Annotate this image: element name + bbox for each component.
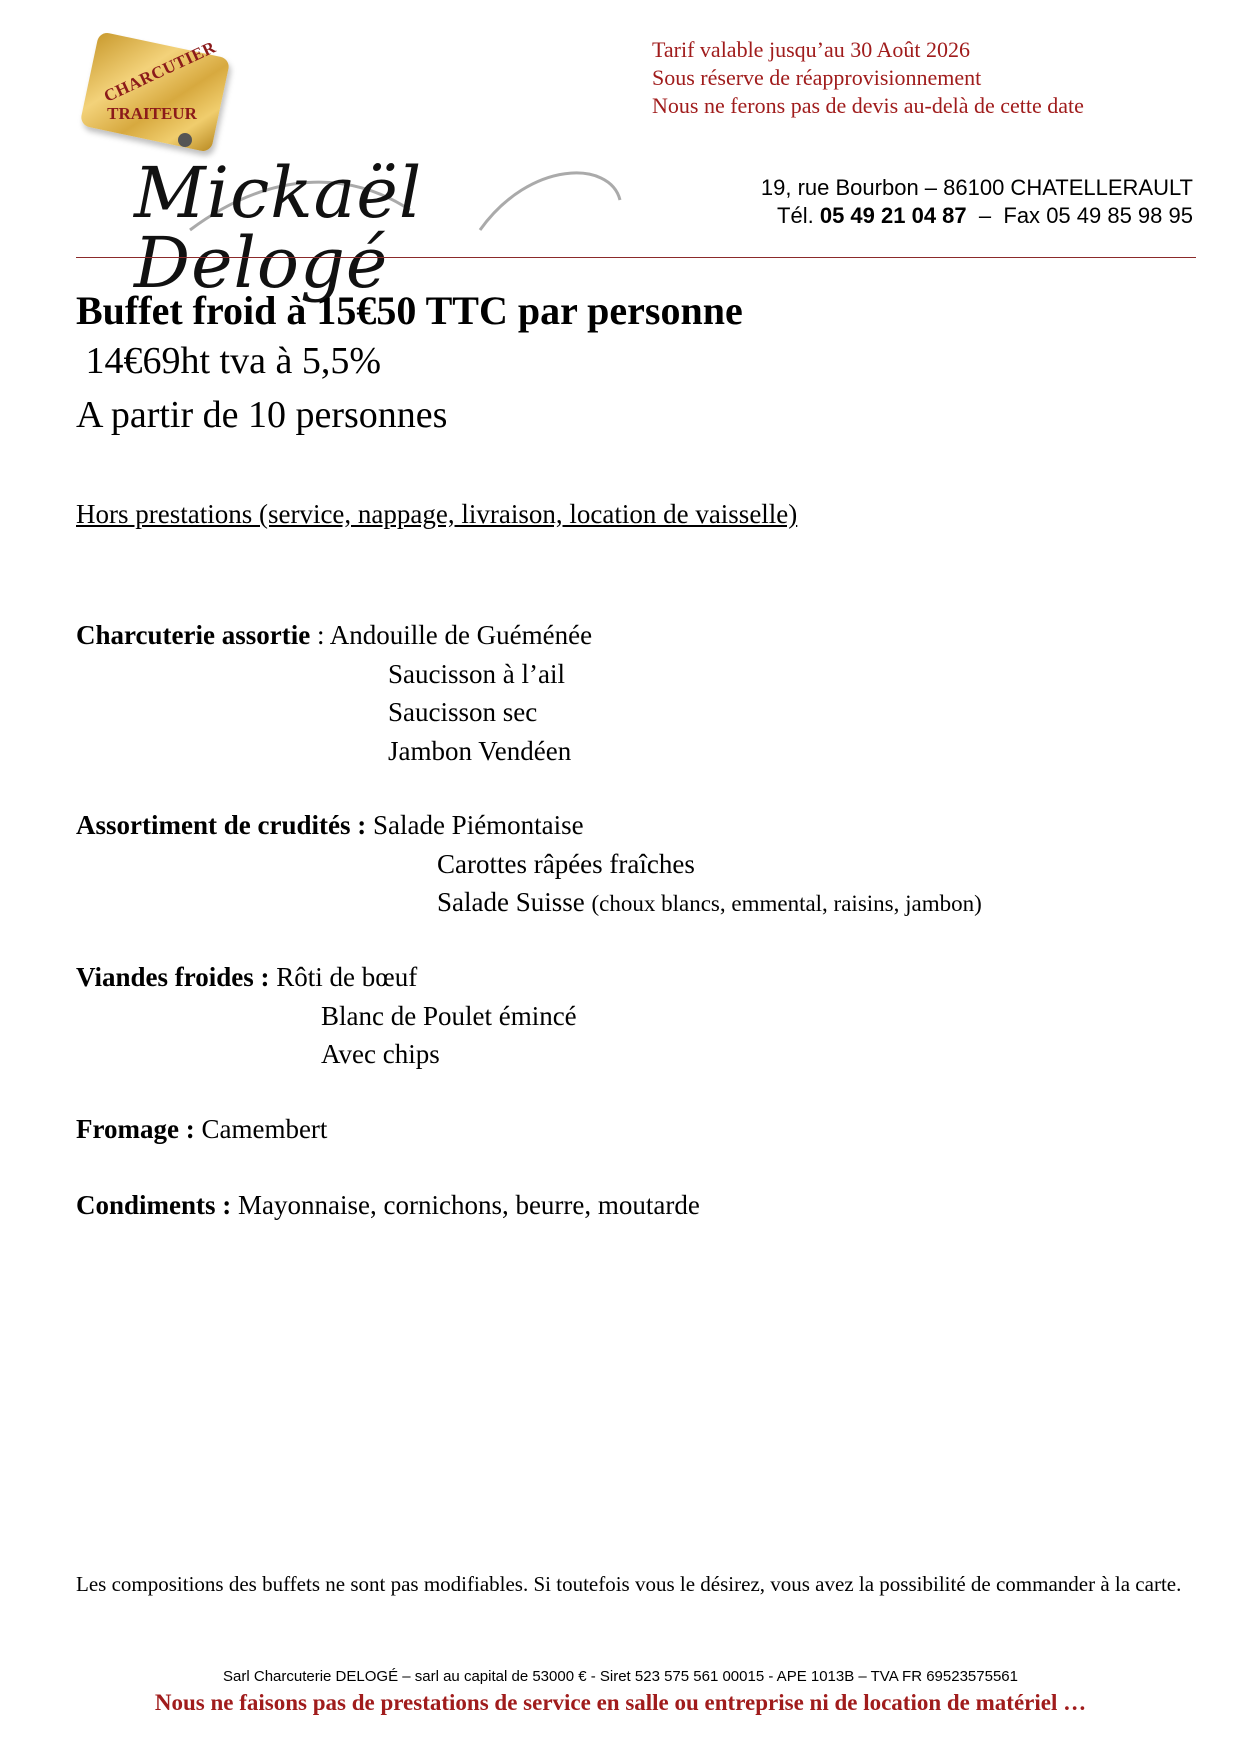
fax-number: 05 49 85 98 95: [1046, 203, 1193, 228]
offer-title: Buffet froid à 15€50 TTC par personne: [76, 288, 743, 333]
section-label: Viandes froides :: [76, 962, 270, 992]
menu-item: Andouille de Guéménée: [329, 620, 593, 650]
signature-text: Mickaël Delogé: [134, 152, 423, 304]
section-label: Condiments :: [76, 1190, 232, 1220]
tariff-notice: [652, 36, 1084, 120]
label-sep: [366, 810, 373, 840]
notice-line: Sous réserve de réapprovisionnement: [652, 65, 982, 90]
composition-note: Les compositions des buffets ne sont pas modifiables. Si toutefois vous le désirez, vous avez la possibilité de commander à la carte.: [76, 1572, 1182, 1596]
fax-label: Fax: [1003, 203, 1041, 228]
logo-signature: [120, 140, 660, 304]
tel-label: Tél.: [777, 203, 814, 228]
section-label: Assortiment de crudités :: [76, 810, 367, 840]
tel-number: 05 49 21 04 87: [819, 203, 967, 228]
service-warning: Nous ne faisons pas de prestations de service en salle ou entreprise ni de location de matériel …: [154, 1690, 1087, 1715]
menu-item: Rôti de bœuf: [276, 962, 418, 992]
notice-line: Nous ne ferons pas de devis au-delà de cette date: [652, 93, 1084, 118]
label-sep: :: [310, 620, 330, 650]
section-crudites: [76, 806, 982, 924]
menu-item: Mayonnaise, cornichons, beurre, moutarde: [238, 1190, 700, 1220]
section-condiments: [76, 1186, 700, 1225]
menu-item: Saucisson à l’ail: [388, 658, 565, 689]
item-note: (choux blancs, emmental, raisins, jambon): [591, 891, 982, 916]
menu-item: Carottes râpées fraîches: [437, 848, 695, 879]
section-fromage: [76, 1110, 327, 1149]
price-ht: 14€69ht tva à 5,5%: [76, 340, 382, 382]
separator: –: [978, 203, 992, 228]
logo-tag-top-text: CHARCUTIER: [100, 37, 219, 106]
menu-item: Blanc de Poulet émincé: [321, 1000, 577, 1031]
menu-item-with-note: [437, 883, 982, 924]
exclusion-note: Hors prestations (service, nappage, livraison, location de vaisselle): [76, 499, 798, 529]
menu-item: Salade Piémontaise: [372, 810, 584, 840]
section-viandes: [76, 958, 577, 1074]
legal-info: Sarl Charcuterie DELOGÉ – sarl au capital de 53000 € - Siret 523 575 561 00015 - APE 1013B – TVA FR 69523575561: [223, 1668, 1018, 1685]
section-label: Charcuterie assortie: [76, 620, 311, 650]
header-divider: [76, 257, 1196, 258]
notice-line: Tarif valable jusqu’au 30 Août 2026: [652, 37, 971, 62]
menu-item: Jambon Vendéen: [388, 735, 572, 766]
menu-item: Saucisson sec: [388, 697, 538, 727]
section-label: Fromage :: [76, 1114, 195, 1144]
logo-tag-bottom-text: TRAITEUR: [107, 104, 197, 123]
menu-item: Avec chips: [321, 1039, 440, 1069]
section-charcuterie: [76, 616, 592, 770]
menu-item: Camembert: [201, 1114, 328, 1144]
contact-block: [761, 174, 1193, 230]
minimum-persons: A partir de 10 personnes: [76, 394, 448, 436]
menu-item: Salade Suisse: [437, 887, 585, 917]
label-sep: [231, 1190, 238, 1220]
phone-fax-line: [761, 202, 1193, 230]
address: 19, rue Bourbon – 86100 CHATELLERAULT: [760, 175, 1193, 200]
